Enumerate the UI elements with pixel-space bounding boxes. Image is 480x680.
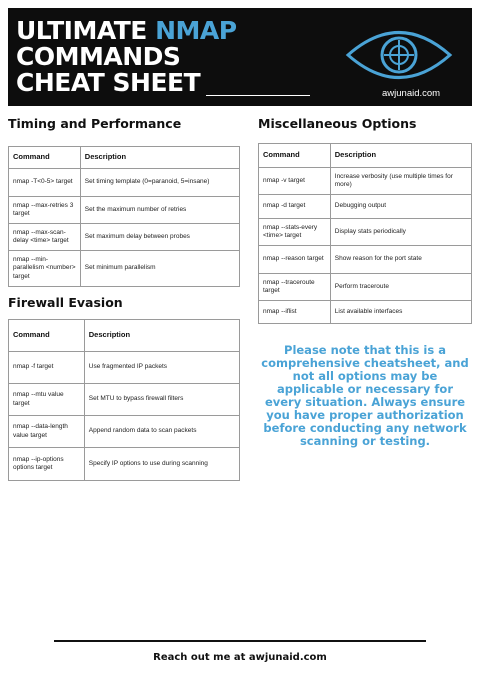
description-cell: Increase verbosity (use multiple times for more) — [330, 168, 471, 195]
command-cell: nmap --max-retries 3 target — [9, 197, 81, 224]
table-row — [9, 352, 240, 384]
firewall-heading: Firewall Evasion — [8, 295, 123, 310]
command-cell: nmap --reason target — [259, 246, 331, 274]
command-cell: nmap --max-scan-delay <time> target — [9, 224, 81, 251]
firewall-table — [8, 319, 240, 481]
misc-heading: Miscellaneous Options — [258, 116, 417, 131]
table-row — [9, 251, 240, 287]
col-command: Command — [9, 320, 85, 352]
description-cell: Debugging output — [330, 195, 471, 219]
misc-table — [258, 143, 472, 324]
description-cell: Perform traceroute — [330, 274, 471, 301]
command-cell: nmap -v target — [259, 168, 331, 195]
disclaimer-note: Please note that this is a comprehensive cheatsheet, and not all options may be applicable or necessary for every situation. Always ensure you have proper authorization before conducting any network scanning or testing. — [261, 343, 469, 448]
description-cell: Show reason for the port state — [330, 246, 471, 274]
table-row — [9, 197, 240, 224]
header-banner — [8, 8, 472, 106]
command-cell: nmap --data-length value target — [9, 416, 85, 448]
table-header-row — [9, 320, 240, 352]
col-description: Description — [330, 144, 471, 168]
table-header-row — [9, 147, 240, 169]
title-line-3: CHEAT SHEET — [16, 68, 201, 97]
title-line-2: COMMANDS — [16, 42, 181, 71]
command-cell: nmap --stats-every <time> target — [259, 219, 331, 246]
description-cell: Set maximum delay between probes — [80, 224, 239, 251]
footer-text: Reach out me at awjunaid.com — [153, 652, 327, 663]
table-row — [9, 169, 240, 197]
table-row — [259, 274, 472, 301]
table-row — [9, 448, 240, 481]
col-command: Command — [259, 144, 331, 168]
footer-divider — [54, 640, 426, 642]
description-cell: Set the maximum number of retries — [80, 197, 239, 224]
target-eye-icon — [344, 24, 454, 86]
table-row — [259, 219, 472, 246]
title-nmap: NMAP — [155, 16, 237, 45]
description-cell: List available interfaces — [330, 301, 471, 324]
title-underline — [206, 95, 310, 96]
command-cell: nmap --mtu value target — [9, 384, 85, 416]
command-cell: nmap -d target — [259, 195, 331, 219]
timing-table — [8, 146, 240, 287]
command-cell: nmap --iflist — [259, 301, 331, 324]
timing-heading: Timing and Performance — [8, 116, 182, 131]
command-cell: nmap -T<0-5> target — [9, 169, 81, 197]
table-row — [259, 246, 472, 274]
command-cell: nmap --ip-options options target — [9, 448, 85, 481]
description-cell: Append random data to scan packets — [84, 416, 239, 448]
page-title — [16, 18, 237, 96]
description-cell: Set timing template (0=paranoid, 5=insane) — [80, 169, 239, 197]
col-description: Description — [80, 147, 239, 169]
description-cell: Set MTU to bypass firewall filters — [84, 384, 239, 416]
table-row — [259, 301, 472, 324]
table-header-row — [259, 144, 472, 168]
table-row — [9, 416, 240, 448]
command-cell: nmap --traceroute target — [259, 274, 331, 301]
table-row — [9, 224, 240, 251]
table-row — [9, 384, 240, 416]
command-cell: nmap --min-parallelism <number> target — [9, 251, 81, 287]
table-row — [259, 168, 472, 195]
description-cell: Set minimum parallelism — [80, 251, 239, 287]
col-command: Command — [9, 147, 81, 169]
description-cell: Display stats periodically — [330, 219, 471, 246]
site-url: awjunaid.com — [382, 88, 441, 99]
title-line-1: ULTIMATE — [16, 16, 156, 45]
col-description: Description — [84, 320, 239, 352]
command-cell: nmap -f target — [9, 352, 85, 384]
table-row — [259, 195, 472, 219]
description-cell: Use fragmented IP packets — [84, 352, 239, 384]
description-cell: Specify IP options to use during scanning — [84, 448, 239, 481]
